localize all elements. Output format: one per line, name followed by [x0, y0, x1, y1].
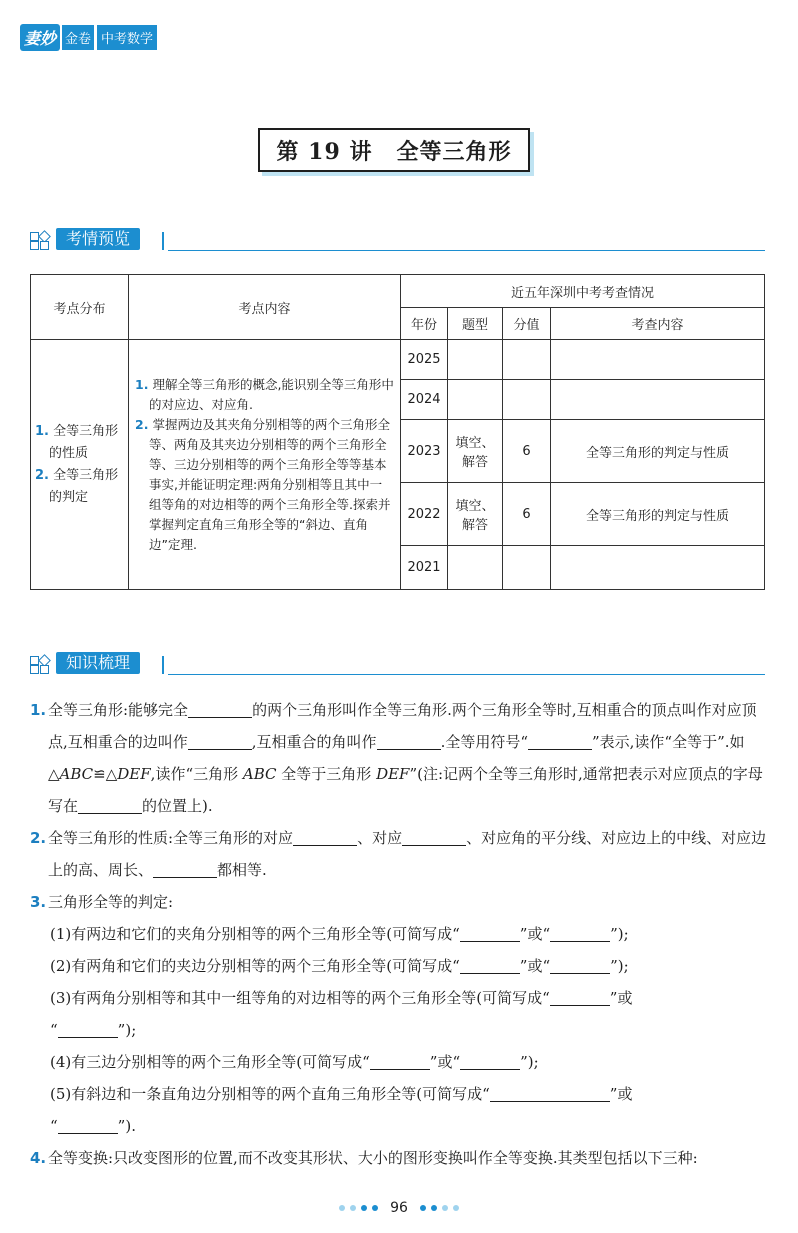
cell-score: [503, 380, 551, 420]
answer-blank[interactable]: [78, 797, 142, 814]
criterion-4: [30, 1046, 768, 1078]
knowledge-item-4: [30, 1142, 768, 1174]
cell-exam-content: [551, 546, 765, 590]
content-item: [135, 375, 394, 415]
text: ”);: [610, 957, 629, 975]
cell-year: 2023: [401, 420, 448, 483]
criterion-1: [30, 918, 768, 950]
answer-blank[interactable]: [460, 957, 520, 974]
answer-blank[interactable]: [188, 701, 252, 718]
section-header-knowledge: [30, 652, 765, 676]
text: 三角形全等的判定:: [48, 893, 174, 911]
math-def: DEF: [376, 765, 410, 783]
cell-year: 2024: [401, 380, 448, 420]
content-text: 掌握两边及其夹角分别相等的两个三角形全等、两角及其夹边分别相等的两个三角形全等、三边分别相等的两个三角形全等等基本事实,并能证明定理:两角分别相等且其中一组等角的对边相等的两个三角形全等.探索并掌握判定直角三角形全等的“斜边、直角边”定理.: [149, 416, 391, 552]
text: 全等三角形:能够完全: [48, 701, 189, 719]
logo-script: 妻妙: [20, 24, 60, 51]
header-type: 题型: [448, 308, 503, 340]
section-title: 知识梳理: [56, 652, 140, 674]
page-footer: [0, 1200, 798, 1216]
distribution-text: 全等三角形的判定: [49, 467, 119, 505]
section-bar: [162, 232, 164, 250]
text: ”或: [609, 989, 633, 1007]
answer-blank[interactable]: [58, 1021, 118, 1038]
text: ”);: [520, 1053, 539, 1071]
cell-exam-content: 全等三角形的判定与性质: [551, 420, 765, 483]
cell-score: [503, 340, 551, 380]
logo-subject: 中考数学: [96, 25, 157, 50]
text: ”表示,读作“全等于”.如△: [48, 733, 745, 783]
content-cell: [129, 340, 401, 590]
header-recent: 近五年深圳中考考查情况: [401, 275, 765, 308]
text: ”或“: [429, 1053, 461, 1071]
section-bar: [162, 656, 164, 674]
page-number: 96: [390, 1200, 408, 1216]
answer-blank[interactable]: [550, 989, 610, 1006]
knowledge-body: [30, 694, 768, 1174]
cell-exam-content: 全等三角形的判定与性质: [551, 483, 765, 546]
criterion-2: [30, 950, 768, 982]
header-score: 分值: [503, 308, 551, 340]
cell-type: 填空、解答: [448, 420, 503, 483]
answer-blank[interactable]: [550, 957, 610, 974]
answer-blank[interactable]: [370, 1053, 430, 1070]
text: “: [50, 1021, 58, 1039]
text: ”);: [117, 1021, 137, 1039]
header-content: 考点内容: [129, 275, 401, 340]
cell-score: 6: [503, 420, 551, 483]
text: .全等用符号“: [440, 733, 528, 751]
cell-type: [448, 380, 503, 420]
lecture-topic: 全等三角形: [396, 138, 512, 165]
text: ”或“: [519, 957, 551, 975]
text: 、对应: [357, 829, 403, 847]
distribution-num: 1.: [35, 423, 49, 439]
cell-exam-content: [551, 380, 765, 420]
text: “: [50, 1117, 58, 1135]
knowledge-item-3: [30, 886, 768, 918]
grid-icon: [30, 232, 50, 248]
item-number: 2.: [30, 829, 47, 847]
answer-blank[interactable]: [460, 925, 520, 942]
header-distribution: 考点分布: [31, 275, 129, 340]
answer-blank[interactable]: [460, 1053, 520, 1070]
answer-blank[interactable]: [528, 733, 592, 750]
distribution-item: [35, 465, 124, 509]
knowledge-item-1: [30, 694, 768, 822]
text: 全等变换:只改变图形的位置,而不改变其形状、大小的图形变换叫作全等变换.其类型包括以下三种:: [48, 1149, 698, 1167]
text: ”(注:记两个全等三角形时,通常把表示对应顶点的字母写在: [48, 765, 763, 815]
content-text: 理解全等三角形的概念,能识别全等三角形中的对应边、对应角.: [149, 376, 394, 412]
header-exam-content: 考查内容: [551, 308, 765, 340]
text: (2)有两角和它们的夹边分别相等的两个三角形全等(可简写成“: [50, 957, 460, 975]
cell-year: 2025: [401, 340, 448, 380]
answer-blank[interactable]: [550, 925, 610, 942]
math-def: DEF: [117, 765, 151, 783]
distribution-num: 2.: [35, 467, 49, 483]
math-abc: ABC: [59, 765, 94, 783]
answer-blank[interactable]: [377, 733, 441, 750]
criterion-5: [30, 1078, 768, 1142]
text: (3)有两角分别相等和其中一组等角的对边相等的两个三角形全等(可简写成“: [50, 989, 550, 1007]
item-number: 3.: [30, 893, 47, 911]
section-underline: [168, 674, 765, 676]
text: (1)有两边和它们的夹角分别相等的两个三角形全等(可简写成“: [50, 925, 460, 943]
cell-type: [448, 546, 503, 590]
criterion-3: [30, 982, 768, 1046]
section-underline: [168, 250, 765, 252]
text: 全等三角形的性质:全等三角形的对应: [48, 829, 294, 847]
text: 的两个三角形叫作全等三角形.两个三角形全等时,互相重合的顶点叫作对应顶点,互相重合的边叫作: [48, 701, 757, 751]
text: 全等于三角形: [276, 765, 377, 783]
distribution-item: [35, 421, 124, 465]
logo-jinjuan: 金卷: [62, 25, 94, 50]
text: ,互相重合的角叫作: [251, 733, 377, 751]
answer-blank[interactable]: [153, 861, 217, 878]
header-year: 年份: [401, 308, 448, 340]
cell-type: 填空、解答: [448, 483, 503, 546]
knowledge-item-2: [30, 822, 768, 886]
item-number: 4.: [30, 1149, 47, 1167]
lecture-number: 第 19 讲: [276, 138, 373, 165]
overview-table: [30, 274, 765, 590]
answer-blank[interactable]: [490, 1085, 610, 1102]
distribution-cell: [31, 340, 129, 590]
text: ≌△: [93, 765, 118, 783]
math-abc: ABC: [242, 765, 277, 783]
text: 、对应角的平分线、对应边上的中线、对应边上的高、周长、: [48, 829, 767, 879]
answer-blank[interactable]: [58, 1117, 118, 1134]
cell-year: 2021: [401, 546, 448, 590]
text: (4)有三边分别相等的两个三角形全等(可简写成“: [50, 1053, 370, 1071]
cell-type: [448, 340, 503, 380]
text: ”或“: [519, 925, 551, 943]
content-num: 1.: [135, 376, 149, 392]
cell-score: 6: [503, 483, 551, 546]
text: 都相等.: [217, 861, 267, 879]
text: ”);: [610, 925, 629, 943]
brand-logo: [20, 24, 157, 51]
text: (5)有斜边和一条直角边分别相等的两个直角三角形全等(可简写成“: [50, 1085, 490, 1103]
section-header-overview: [30, 228, 765, 252]
grid-icon: [30, 656, 50, 672]
content-item: [135, 415, 394, 555]
lecture-title: [258, 128, 530, 172]
section-title: 考情预览: [56, 228, 140, 250]
footer-dots-right: [420, 1205, 459, 1211]
text: ,读作“三角形: [150, 765, 243, 783]
answer-blank[interactable]: [188, 733, 252, 750]
distribution-text: 全等三角形的性质: [49, 423, 119, 461]
cell-exam-content: [551, 340, 765, 380]
footer-dots-left: [339, 1205, 378, 1211]
cell-score: [503, 546, 551, 590]
content-num: 2.: [135, 416, 149, 432]
text: ”).: [117, 1117, 136, 1135]
text: 的位置上).: [142, 797, 213, 815]
item-number: 1.: [30, 701, 47, 719]
text: ”或: [609, 1085, 633, 1103]
cell-year: 2022: [401, 483, 448, 546]
answer-blank[interactable]: [293, 829, 357, 846]
answer-blank[interactable]: [402, 829, 466, 846]
